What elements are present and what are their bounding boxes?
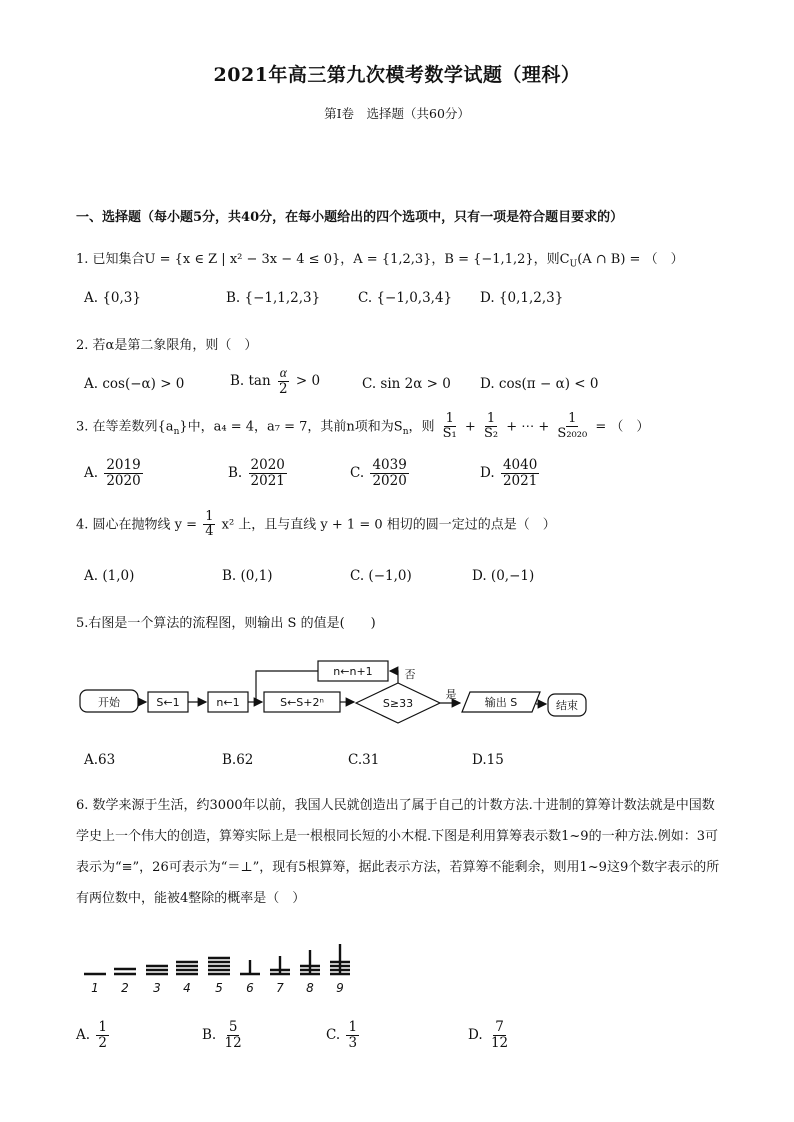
rod-digit-label: 6 [246,981,254,995]
rod-digit-label: 3 [153,981,161,995]
fraction: $\frac{2020}{2021}$ [250,457,285,489]
page-subtitle: 第Ⅰ卷 选择题（共60分） [324,106,470,121]
question-1-option-b[interactable]: B. {−1,1,2,3} [226,290,321,306]
question-2-option-d[interactable]: D. cos(π − α) < 0 [480,376,599,392]
question-5-option-c[interactable]: C.31 [348,752,380,768]
flow-end-label: 结束 [556,699,578,712]
rod-digit-label: 5 [215,981,223,995]
question-1-option-a[interactable]: A. {0,3} [84,290,141,306]
rod-digit-label: 1 [91,981,99,995]
question-6-option-c[interactable]: C. $\frac{1}{3}$ [326,1019,358,1051]
algorithm-flowchart [0,650,794,730]
flow-n-update-label: n←n+1 [333,665,373,678]
section-heading: 一、选择题（每小题5分，共40分，在每小题给出的四个选项中，只有一项是符合题目要求的） [76,210,624,225]
flow-start-label: 开始 [98,696,120,709]
rod-digit-label: 4 [183,981,191,995]
rod-digit-label: 2 [121,981,129,995]
question-4-option-d[interactable]: D. (0,−1) [472,568,535,584]
question-3-option-c[interactable]: C. $\frac{4039}{2020}$ [350,457,407,489]
fraction: $\frac{4040}{2021}$ [502,457,538,489]
question-4-stem: 4. 圆心在抛物线 y = $\frac{1}{4}$ x² 上，且与直线 y + 1 = 0 相切的圆一定过的点是（ ） [76,509,556,540]
rod-digit-label: 9 [336,981,344,995]
question-1-stem: 1. 已知集合U = {x ∈ Z | x² − 3x − 4 ≤ 0}，A = {1,2,3}，B = {−1,1,2}，则$C_U(A$ ∩ B) = （ ） [76,252,684,270]
question-3-stem: 3. 在等差数列$\{a_n\}$中，a₄ = 4，a₇ = 7，其前n项和为$S_n$，则 $\frac{1}{\text{S₁}}$ + $\frac{1}{\text{S₂}}$ + ⋯ + $\frac{1}{\text{S₂₀₂₀}}$ = （ ） [76,411,650,442]
question-2-stem: 2. 若α是第二象限角，则（ ） [76,338,258,353]
rod-digit-label: 8 [306,981,314,995]
fraction: $\frac{2019}{2020}$ [106,457,141,489]
question-4-option-b[interactable]: B. (0,1) [222,568,273,584]
question-2-option-b[interactable]: B. tan $\frac{\alpha}{2}$ > 0 [230,365,321,397]
flow-yes-label: 是 [445,688,457,701]
page-title: 2021年高三第九次模考数学试题（理科） [213,64,581,86]
question-3-option-d[interactable]: D. $\frac{4040}{2021}$ [480,457,538,489]
question-6-option-d[interactable]: D. $\frac{7}{12}$ [468,1019,509,1051]
flow-output-label: 输出 S [484,696,518,709]
fraction: $\frac{\alpha}{2}$ [278,365,288,397]
question-6-option-b[interactable]: B. $\frac{5}{12}$ [202,1019,242,1051]
fraction: $\frac{1}{4}$ [205,509,214,540]
flow-s-update-label: S←S+2ⁿ [280,696,324,709]
question-5-option-d[interactable]: D.15 [472,752,504,768]
fraction: $\frac{1}{2}$ [98,1019,107,1051]
fraction: $\frac{1}{\text{S₂}}$ [483,411,499,442]
question-1-option-c[interactable]: C. {−1,0,3,4} [358,290,453,306]
question-5-option-a[interactable]: A.63 [84,752,116,768]
question-5-option-b[interactable]: B.62 [222,752,254,768]
fraction: $\frac{1}{\text{S₂₀₂₀}}$ [557,411,588,442]
flow-s-init-label: S←1 [156,696,180,709]
question-3-option-a[interactable]: A. $\frac{2019}{2020}$ [84,457,141,489]
flow-n-init-label: n←1 [216,696,240,709]
question-6-text: 6. 数学来源于生活，约3000年以前，我国人民就创造出了属于自己的计数方法.十进制的算筹计数法就是中国数学史上一个伟大的创造，算筹实际上是一根根同长短的小木棍.下图是利用算筹表示数1~9的一种方法.例如：3可表示为“≡”，26可表示为“＝⊥”，现有5根算筹，据此表示方法，若算筹不能剩余，则用1~9这9个数字表示的所有两位数中，能被4整除的概率是（ ） [76,798,720,906]
question-3-option-b[interactable]: B. $\frac{2020}{2021}$ [228,457,285,489]
question-2-option-a[interactable]: A. cos(−α) > 0 [84,376,185,392]
fraction: $\frac{7}{12}$ [490,1019,509,1051]
question-1-option-d[interactable]: D. {0,1,2,3} [480,290,564,306]
question-5-stem: 5.右图是一个算法的流程图，则输出 S 的值是( ) [76,616,376,631]
question-2-option-c[interactable]: C. sin 2α > 0 [362,376,451,392]
rod-digit-label: 7 [276,981,284,995]
flow-no-label: 否 [404,668,416,681]
fraction: $\frac{1}{3}$ [348,1019,358,1051]
fraction: $\frac{4039}{2020}$ [372,457,407,489]
flow-condition-label: S≥33 [382,697,414,710]
question-6-option-a[interactable]: A. $\frac{1}{2}$ [76,1019,107,1051]
question-4-option-c[interactable]: C. (−1,0) [350,568,412,584]
fraction: $\frac{1}{\text{S₁}}$ [442,411,457,442]
counting-rods-figure [76,940,376,996]
question-4-option-a[interactable]: A. (1,0) [84,568,135,584]
fraction: $\frac{5}{12}$ [224,1019,242,1051]
